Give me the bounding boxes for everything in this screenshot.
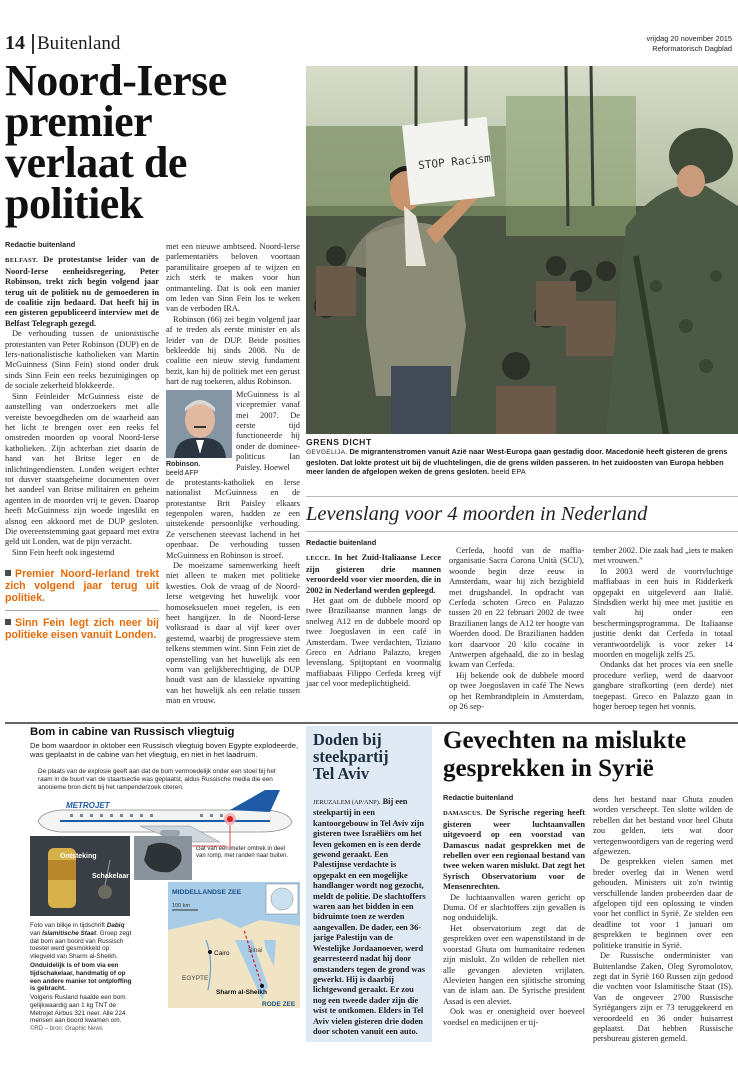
syria-paragraph: Ook was er onenigheid over hoeveel voedsel en medicijnen er tij- [443, 1007, 585, 1027]
pull-quote-text: Sinn Fein legt zich neer bij politieke eisen vanuit Londen. [5, 617, 159, 642]
header-paper: Reformatorisch Dagblad [652, 44, 732, 53]
main-headline-line: premier [5, 97, 153, 146]
italy-byline: Redactie buitenland [306, 538, 377, 547]
bomb-plane-note: De plaats van de explosie geeft aan dat de bom vermoedelijk onder een stoel bij het raam in de buurt van de staartsectie was geplaatst, aldus Russische media die een anonieme bron dicht bij het rampenderzoek citeren. [38, 768, 276, 791]
syria-paragraph: dens het bestand naar Ghuta zouden worden verscheept. Ten slotte wilden de rebellen dat het bestand voor heel Ghuta zou gelden, iets wat door vertegenwoordigers van de regering werd afgewezen. [593, 795, 733, 857]
airline-label: METROJET [66, 801, 110, 810]
label-ontsteking: Ontsteking [60, 853, 97, 860]
header-divider [32, 34, 34, 54]
map-egypt-label: EGYPTE [182, 975, 209, 982]
main-headline [5, 56, 305, 228]
photo-caption-title: GRENS DICHT [306, 437, 372, 447]
main-byline: Redactie buitenland [5, 240, 76, 249]
telaviv-headline-line: steekpartij [313, 747, 389, 766]
caption-part: van [30, 929, 43, 937]
italy-headline-rule [306, 531, 738, 532]
photo-caption-place: GEVGELIJA. [306, 449, 348, 457]
map-scale-label: 100 km [172, 903, 191, 909]
italy-paragraph: Het gaat om de dubbele moord op twee Braziliaanse mannen langs de snelweg A12 en de dubbele moord op twee Joegoslaven in een café in Amsterdam. Twee verdachten, Tiziano Greco en Adriano Palazzo, kregen levenslang. Spijtoptant en voormalig maffiabaas Filippo Cerfeda kreeg vijf jaar cel voor medeplichtigheid. [306, 596, 441, 689]
bomb-graphic-intro: De bom waardoor in oktober een Russisch vliegtuig boven Egypte explodeerde, was geplaatst in de cabine van het vliegtuig, en niet in het laadruim. [30, 741, 299, 760]
map-sharm-label: Sharm al-Sheikh [216, 989, 267, 996]
syria-headline [443, 727, 737, 783]
main-paragraph: Sinn Fein heeft ook ingestemd [12, 547, 115, 557]
syria-paragraph: De luchtaanvallen waren gericht op Duma. Of er slachtoffers zijn gevallen is nog onduidelijk. [443, 892, 585, 923]
map-cairo-label: Cairo [214, 950, 230, 957]
col2-beside-photo: McGuinness is al vicepremier vanaf mei 2007. De eerste tijd functioneerde hij onder de dominee-politicus Ian Paisley. Hoewel [236, 389, 300, 472]
italy-headline: Levenslang voor 4 moorden in Nederland [306, 503, 648, 525]
syria-paragraph: Het observatorium zegt dat de gesprekken over een wapenstilstand in de voorstad Ghuta om humanitaire redenen zijn mislukt. Zo wilden de rebellen niet alle gevangen alevieten vrijlaten. Alevieten hangen een sjiitische stroming van de islam aan. De Syrische president Assad is een aleviet. [443, 923, 585, 1006]
italy-paragraph: Ondanks dat het proces via een snelle procedure verliep, werd de daarvoor gangbare strafkorting (een derde) niet toegepast. Greco en Palazzo gaan in hoger beroep tegen het vonnis. [593, 660, 733, 712]
portrait-caption [166, 460, 232, 478]
syria-col2 [593, 795, 733, 1045]
main-lead-text: De protestantse leider van de Noord-Ierse eenheidsregering, Peter Robinson, trekt zich begin volgend jaar terug uit de politiek nu de gemoederen in de coalitie zijn bedaard. Dat heeft hij in een gisteren gepubliceerd interview met de Belfast Telegraph gezegd. [5, 255, 160, 328]
bomb-extra-note: Volgens Rusland haalde een bom gelijkwaardig aan 1 kg TNT de Metrojet Airbus 321 neer. Alle 224 mensen aan boord kwamen om. [30, 994, 126, 1025]
italy-paragraph: tember 2002. Die zaak had „iets te maken met vrouwen.” [593, 546, 733, 566]
main-paragraph: De verhouding tussen de unionistische protestanten van Peter Robinson (DUP) en de Iers-nationalistische katholieken van Martin McGuinness (Sinn Fein) stond onder druk sinds Sinn Fein een reeks bezuinigingen op de sociale zekerheid blokkeerde. [5, 329, 159, 391]
main-photo [306, 66, 738, 434]
bomb-graphic-title: Bom in cabine van Russisch vliegtuig [30, 726, 235, 738]
italy-top-rule [306, 496, 738, 497]
italy-col2 [449, 546, 584, 713]
syria-lead-dateline: DAMASCUS. [443, 810, 483, 818]
main-headline-line: verlaat de [5, 138, 187, 187]
syria-byline: Redactie buitenland [443, 793, 514, 802]
italy-paragraph: In 2003 werd de voortvluchtige maffiabaas in een huis in Ridderkerk opgepakt en uitgeleverd aan Italië. Sindsdien werkt hij mee met justitie en valt hij onder een beschermingsprogramma. De Italiaanse justitie denkt dat Cerfeda in totaal verantwoordelijk is voor zeker 14 moorden en mogelijk zelfs 25. [593, 566, 733, 660]
sign-text: STOP Racism [417, 151, 492, 173]
photo-caption-body [306, 447, 738, 476]
telaviv-body [313, 797, 427, 1037]
main-lead [5, 255, 159, 329]
caption-part: . Groep zegt dat bom aan boord van Russisch toestel werd gesmokkeld op vliegveld van Sharm al-Sheikh. [30, 929, 132, 961]
main-paragraph: met een nieuwe ambtseed. Noord-Ierse parlementariërs beloven voortaan paramilitaire groepen af te wijzen en zich sterk te maken voor hun ontmanteling. Dat is ook een manier om leden van Sinn Fein los te weken van de verboden IRA. [166, 242, 300, 314]
quote-divider [5, 610, 159, 611]
syria-headline-line: Gevechten na mislukte [443, 727, 687, 754]
main-article-col1 [5, 240, 159, 641]
globe-icon [271, 888, 293, 910]
syria-lead-text: De Syrische regering heeft gisteren weer luchtaanvallen uitgevoerd op een voorstad van Damascus nadat gesprekken met de rebellen over een regionaal bestand van twee weken waren mislukt. Dat zegt het Syrisch Observatorium voor de Mensenrechten. [443, 808, 585, 892]
portrait-caption-credit: beeld AFP [166, 469, 199, 477]
italy-lead-text: In het Zuid-Italiaanse Lecce zijn gisteren drie mannen veroordeeld voor vier moorden, die in 2002 in Nederland werden gepleegd. [306, 553, 442, 595]
portrait-photo [166, 390, 232, 458]
map-sea-label: MIDDELLANDSE ZEE [172, 889, 242, 896]
portrait-caption-name: Robinson. [166, 460, 201, 468]
hole-note: Gat van een meter omtrek in deel van romp, met randen naar buiten. [196, 846, 289, 860]
syria-paragraph: De Russische onderminister van Buitenlandse Zaken, Oleg Syromolotov, zegt dat in Syrië 160 Russen zijn gedood die vochten voor Islamitische Staat (IS). Van de ongeveer 2700 Russische Syriëgangers zijn er 73 teruggekeerd en veroordeeld en 36 onder huisarrest geplaatst. Dat hebben Russische persbureau gisteren gemeld. [593, 951, 733, 1044]
telaviv-headline [313, 731, 431, 782]
label-schakelaar: Schakelaar [92, 873, 129, 880]
telaviv-headline-line: Tel Aviv [313, 764, 370, 783]
map-redsea-label: RODE ZEE [262, 1001, 296, 1008]
map-sinai-label: Sinai [248, 947, 263, 954]
caption-part: Dabiq [106, 922, 125, 929]
main-headline-line: Noord-Ierse [5, 56, 227, 105]
pull-quote-text: Premier Noord-Ierland trekt zich volgend jaar terug uit politiek. [5, 568, 159, 605]
italy-lead-dateline: LECCE. [306, 555, 331, 563]
bomb-photo-caption [30, 922, 134, 961]
pull-quote-1 [5, 568, 159, 604]
bomb-bold-note: Onduidelijk is of bom via een tijdschakelaar, handmatig of op een andere manier tot ontploffing is gebracht. [30, 962, 132, 993]
caption-part: Foto van blikje in tijdschrift [30, 922, 107, 929]
page-number: 14 [5, 32, 25, 54]
bottom-section-rule [5, 722, 738, 724]
main-paragraph: Robinson (66) zei begin volgend jaar af te treden als eerste minister en als leider van de DUP. Beide posities bekleedde hij sinds 2008. Nu de coalitie een nieuw stevig fundament bezit, kan hij de politiek met een gerust hart de rug toekeren, aldus Robinson. [166, 314, 300, 387]
telaviv-dateline: JERUZALEM (AP/ANP). [313, 799, 381, 806]
main-article-col2 [166, 242, 300, 707]
detonator-icon [98, 885, 112, 899]
main-photo-caption [306, 438, 738, 477]
italy-col1 [306, 538, 441, 690]
italy-paragraph: Cerfeda, hoofd van de maffia-organisatie Sacra Corona Unità (SCU), woonde begin deze eeuw in Amsterdam, waar hij zich bezighield met drugshandel. In opdracht van Cerfeda schoten Greco en Palazzo tussen 20 en 22 februari 2002 de twee Brazilianen langs de A12 ter hoogte van Woerden dood. De Brazilianen hadden kort daarvoor 20 kilo cocaïne in Antwerpen afgehaald, die zo in beslag kwam van Cerfeda. [449, 546, 584, 670]
plane-icon [38, 790, 292, 842]
syria-headline-line: gesprekken in Syrië [443, 755, 654, 782]
refugee-photo [306, 66, 738, 434]
italy-paragraph: Hij bekende ook de dubbele moord op twee Joegoslaven in café The News op het Rembrandtplein in Amsterdam, op 26 sep- [449, 670, 584, 712]
bullet-square-icon [5, 570, 11, 576]
photo-caption-text: De migrantenstromen vanuit Azië naar West-Europa gaan gestadig door. Macedonië heeft gisteren de grens gesloten. Dat lokte protest uit bij de vluchtelingen, die de grens wilden passeren. In het zuidoosten van Europa hebben meer landen de afgelopen weken de grens gesloten. [306, 447, 728, 477]
italy-lead [306, 553, 441, 596]
bullet-square-icon [5, 619, 11, 625]
photo-caption-credit: beeld EPA [491, 467, 526, 477]
pull-quote-2 [5, 617, 159, 641]
section-title: Buitenland [37, 33, 121, 54]
main-paragraph: De moeizame samenwerking heeft niet alleen te maken met politieke kwesties. Ook de vraag of de Noord-Ierse wetgeving het huwelijk voor homoseksuelen moet regelen, is een heet hangijzer. In de Noord-Ierse volksraad is daar al vijf keer over gestemd, waarbij de progressieve stem telkens stemmen wint. Sinn Fein ziet de openstelling van het huwelijk als een vorm van gelijkberechtiging, de DUP houdt vast aan de klassieke opvatting van het huwelijk als een relatie tussen man en vrouw. [166, 560, 300, 706]
syria-lead [443, 808, 585, 892]
main-headline-line: politiek [5, 179, 143, 228]
telaviv-text: Bij een steekpartij in een kantoorgebouw in Tel Aviv zijn gisteren twee Israëliërs om het leven gekomen en is een derde gewond geraakt. Een Palestijnse verdachte is opgepakt en een mogelijke handlanger wordt nog gezocht, meldt de politie. De slachtoffers waren aan het bidden in een bidruimte toen ze werden aangevallen. De dader, een 36-jarige Palestijn van de Westelijke Jordaanoever, werd gearresteerd nadat hij door omstanders tegen de grond was gewerkt. Hij is daarbij lichtgewond geraakt. Er zou nog een tweede dader zijn die wist te ontkomen. Elders in Tel Aviv vielen gisteren drie doden door schoten vanuit een auto. [313, 797, 426, 1036]
caption-part: Islamitische Staat [42, 929, 97, 937]
main-paragraph: de protestants-katholiek en Ierse nationalist McGuinness en de protestantse Brit Paisley elkaars tegenpolen waren, hadden ze een uitstekende persoonlijke verhouding. Ze verschenen steevast lachend in het openbaar. De verhouding tussen McGuinness en Robinson is stroef. [166, 477, 300, 560]
bomb-credit: ©RD – bron: Graphic News [30, 1026, 103, 1032]
main-paragraph: Sinn Feinleider McGuinness eiste de aanstelling van onderzoekers met alle vereiste bevoegdheden om de waarheid aan het licht te brengen over een reeks fel omstreden moorden op vooral Noord-Ierse katholieken. Zijn achterban ziet daarin de hand van het Britse leger en de inlichtingendiensten. Londen weigert echter tot dusver staatsgeheime documenten over het aandeel van Britse militairen en geheim agenten in de moorden vrij te geven. Daarop heeft McGuinness zijn woede ingeslikt en alsnog een akkoord met de DUP gesloten. Die overeenstemming gaat gepaard met extra geld uit Londen, wat de pijn verzacht. [5, 391, 159, 547]
syria-col1 [443, 793, 585, 1028]
telaviv-headline-line: Doden bij [313, 730, 382, 749]
portrait-image [166, 390, 232, 458]
header-date: vrijdag 20 november 2015 [646, 34, 732, 43]
main-lead-dateline: BELFAST. [5, 257, 39, 265]
syria-paragraph: De gesprekken vielen samen met breder overleg dat in Wenen werd gehouden. Ministers uit zo'n twintig verschillende landen probeerden daar de afgelopen tijd een oplossing te vinden voor het conflict in Syrië. Ze stelden een deadline tot voor 1 januari om gesprekken te beginnen over een politieke transitie in Syrië. [593, 857, 733, 950]
italy-col3 [593, 546, 733, 713]
